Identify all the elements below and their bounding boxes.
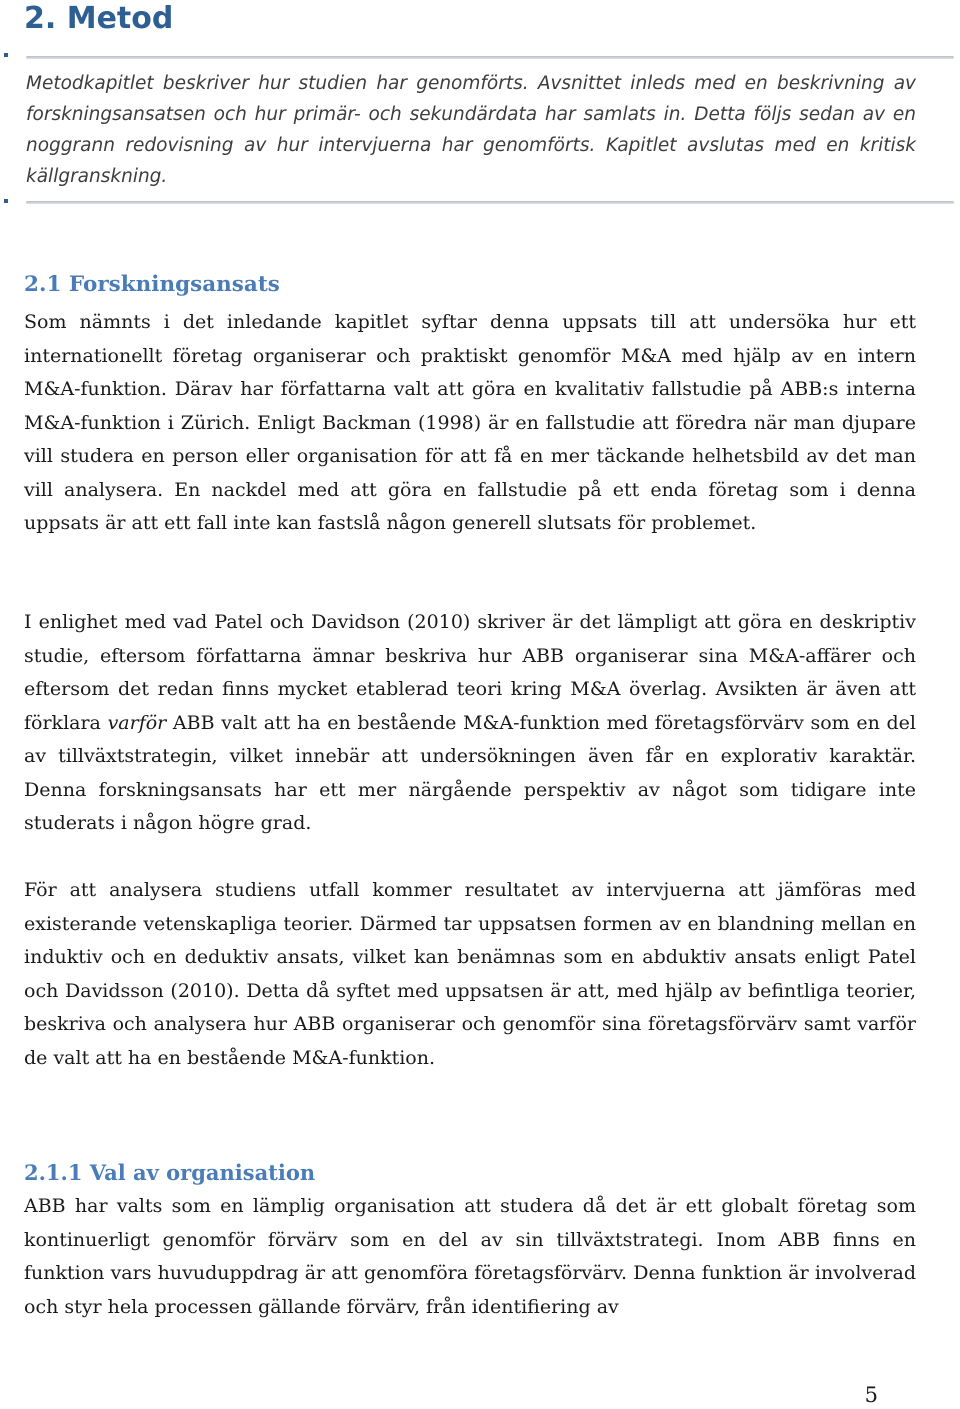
paragraph-forskningsansats-1: Som nämnts i det inledande kapitlet syftar denna uppsats till att undersöka hur ett internationellt företag organiserar och praktiskt genomför M&A med hjälp av en intern M&A-funktion. Därav har författarna valt att göra en kvalitativ fallstudie på ABB:s interna M&A-funktion i Zürich. Enligt Backman (1998) är en fallstudie att föredra när man djupare vill studera en person eller organisation för att få en mer täckande helhetsbild av det man vill analysera. En nackdel med att göra en fallstudie på ett enda företag som i denna uppsats är att ett fall inte kan fastslå någon generell slutsats för problemet. <box>24 311 916 534</box>
section-heading-forskningsansats: 2.1 Forskningsansats <box>24 272 280 297</box>
paragraph-2-emphasis: varför <box>107 711 167 734</box>
divider-bottom <box>26 201 954 204</box>
divider-top <box>26 56 954 59</box>
paragraph-2-text-a: I enlighet med vad Patel och Davidson (2010) skriver är det lämpligt att göra en deskriptiv studie, eftersom författarna ämnar beskriva hur ABB organiserar sina M&A-affärer och eftersom det redan finns mycket etablerad teori kring M&A överlag. Avsikten är även att förklara <box>24 611 916 734</box>
paragraph-2-text-b: ABB valt att ha en bestående M&A-funktion med företagsförvärv som en del av tillväxtstrategin, vilket innebär att undersökningen även får en explorativ karaktär. Denna forskningsansats har ett mer närgående perspektiv av något som tidigare inte studerats i någon högre grad. <box>24 711 916 834</box>
chapter-heading: 2. Metod <box>24 1 174 36</box>
paragraph-val-av-organisation-1: ABB har valts som en lämplig organisation att studera då det är ett globalt företag som kontinuerligt genomför förvärv som en del av sin tillväxtstrategi. Inom ABB finns en funktion vars huvuduppdrag är att genomföra företagsförvärv. Denna funktion är involverad och styr hela processen gällande förvärv, från identifiering av <box>24 1195 916 1318</box>
paragraph-forskningsansats-3: För att analysera studiens utfall kommer resultatet av intervjuerna att jämföras med existerande vetenskapliga teorier. Därmed tar uppsatsen formen av en blandning mellan en induktiv och en deduktiv ansats, vilket kan benämnas som en abduktiv ansats enligt Patel och Davidsson (2010). Detta då syftet med uppsatsen är att, med hjälp av befintliga teorier, beskriva och analysera hur ABB organiserar och genomför sina företagsförvärv samt varför de valt att ha en bestående M&A-funktion. <box>24 879 916 1069</box>
chapter-intro-abstract: Metodkapitlet beskriver hur studien har genomförts. Avsnittet inleds med en beskrivning av forskningsansatsen och hur primär- och sekundärdata har samlats in. Detta följs sedan av en noggrann redovisning av hur intervjuerna har genomförts. Kapitlet avslutas med en kritisk källgranskning. <box>26 73 916 187</box>
subsection-heading-val-av-organisation: 2.1.1 Val av organisation <box>24 1160 316 1185</box>
page-number: 5 <box>864 1383 878 1407</box>
heading-marker-bottom <box>4 199 8 203</box>
paragraph-forskningsansats-2 <box>24 606 916 841</box>
heading-marker-top <box>4 53 8 57</box>
